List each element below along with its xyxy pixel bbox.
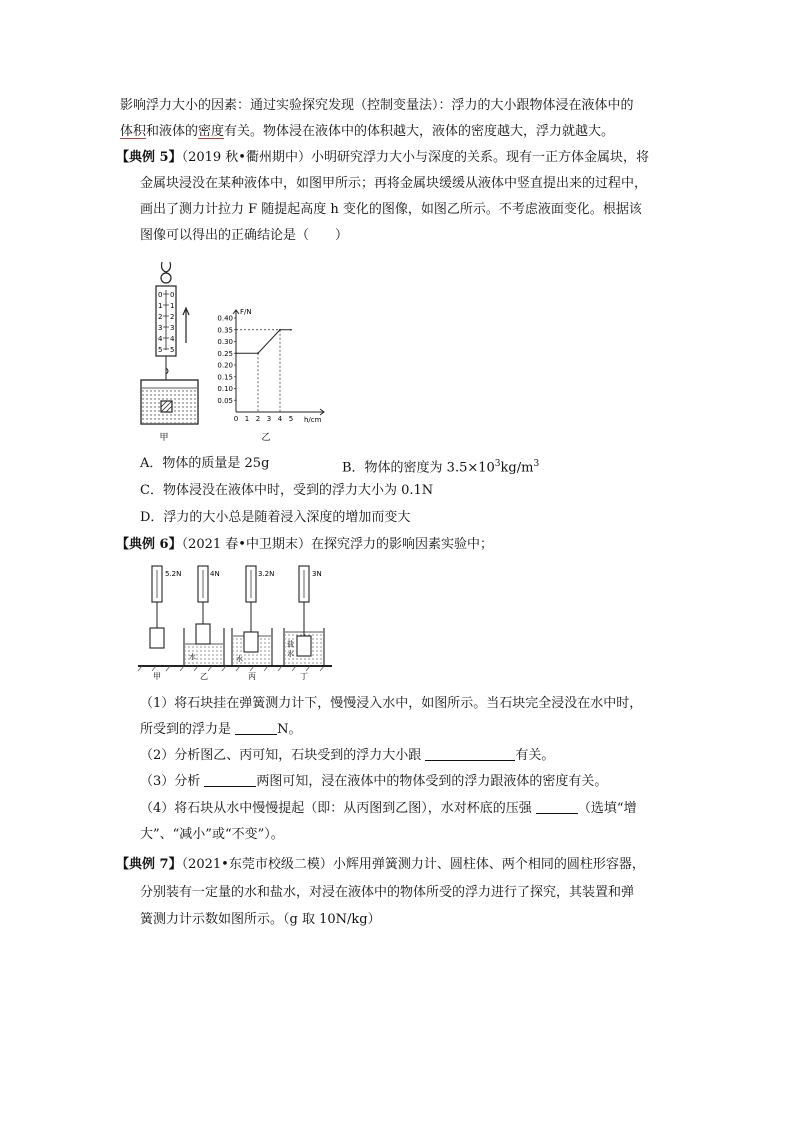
keyword-density: 密度 — [198, 124, 225, 139]
y-tick-label: 0.40 — [217, 314, 233, 323]
ex5-option-d: D．浮力的大小总是随着浸入深度的增加而变大 — [140, 510, 411, 525]
ex6-q3: （3）分析 两图可知，浸在液体中的物体受到的浮力跟液体的密度有关。 — [140, 774, 608, 789]
liquid-label-water: 水 — [236, 655, 243, 663]
ex6-tag: 【典例 6】 — [116, 537, 182, 552]
keyword-volume: 体积 — [120, 124, 147, 139]
x-tick-label: 5 — [288, 415, 294, 423]
x-tick-label: 2 — [255, 415, 261, 423]
scale-tick-label-left: 3 — [158, 324, 163, 332]
ex5-option-a: A．物体的质量是 25g — [140, 456, 270, 471]
x-axis-label: h/cm — [304, 416, 322, 424]
setup-ding — [284, 566, 324, 681]
hand-icon — [162, 262, 171, 272]
ex6-q1-line-1: （1）将石块挂在弹簧测力计下，慢慢浸入水中，如图所示。当石块完全浸没在水中时， — [140, 696, 643, 711]
ex5-line-1: 【典例 5】（2019 秋•衢州期中）小明研究浮力大小与深度的关系。现有一正方体金属块，将 — [116, 150, 649, 165]
ex7-line-2: 分别装有一定量的水和盐水，对浸在液体中的物体所受的浮力进行了探究，其装置和弹 — [140, 885, 635, 900]
ex7-line-1: 【典例 7】（2021•东莞市校级二模）小辉用弹簧测力计、圆柱体、两个相同的圆柱形容器， — [116, 857, 645, 872]
y-tick-label: 0.35 — [217, 326, 233, 335]
scale-tick-label-left: 4 — [158, 335, 163, 343]
scale-tick-label-right: 1 — [170, 302, 175, 310]
y-tick-label: 0.10 — [217, 385, 233, 393]
x-tick-label: 4 — [277, 415, 283, 423]
series-line — [236, 330, 291, 354]
ex7-line-3: 簧测力计示数如图所示。（g 取 10N/kg） — [140, 912, 381, 927]
liquid-label-salt: 盐 — [287, 640, 294, 648]
y-axis-label: F/N — [240, 308, 252, 316]
answer-blank-2[interactable] — [425, 746, 515, 761]
setup-yi — [184, 566, 224, 681]
answer-blank-3[interactable] — [204, 772, 256, 787]
intro-line-2: 体积和液体的密度有关。物体浸在液体中的体积越大，液体的密度越大，浮力就越大。 — [120, 124, 615, 139]
scale-tick-label-right: 3 — [170, 324, 175, 332]
fig-label-ding: 丁 — [300, 672, 308, 681]
ex6-q1-line-2: 所受到的浮力是 N。 — [140, 722, 302, 737]
y-tick-label: 0.20 — [217, 361, 233, 370]
scale-tick-label-right: 0 — [170, 291, 175, 299]
x-tick-label: 3 — [266, 415, 272, 423]
ex6-line-1: 【典例 6】（2021 春•中卫期末）在探究浮力的影响因素实验中； — [116, 537, 493, 552]
ex5-figure-yi-chart — [214, 304, 334, 444]
scale-tick-label-right: 5 — [170, 346, 175, 354]
reading-bing: 3.2N — [258, 570, 275, 578]
ex5-line-2: 金属块浸没在某种液体中，如图甲所示；再将金属块缓缓从液体中竖直提出来的过程中， — [140, 176, 648, 191]
setup-jia — [150, 566, 181, 681]
x-tick-label: 0 — [233, 415, 239, 423]
scale-tick-label-left: 1 — [158, 302, 163, 310]
stone-block — [196, 624, 210, 644]
ex5-tag: 【典例 5】 — [116, 150, 182, 165]
ex6-q2: （2）分析图乙、丙可知，石块受到的浮力大小跟 有关。 — [140, 748, 555, 763]
liquid-label-water: 水 — [189, 653, 196, 661]
y-tick-label: 0.30 — [217, 338, 233, 346]
ex6-figure — [136, 562, 336, 684]
fig-label-jia: 甲 — [159, 433, 169, 443]
scale-tick-label-left: 5 — [158, 346, 163, 354]
y-tick-label: 0.15 — [217, 373, 233, 382]
ex7-tag: 【典例 7】 — [116, 857, 182, 872]
fig-label-jia: 甲 — [153, 672, 161, 681]
answer-blank-4[interactable] — [536, 799, 578, 814]
x-tick-label: 1 — [244, 415, 250, 423]
scale-tick-label-right: 2 — [170, 313, 175, 321]
intro-line-1: 影响浮力大小的因素：通过实验探究发现（控制变量法）：浮力的大小跟物体浸在液体中的 — [120, 98, 634, 113]
ex6-q4-line-1: （4）将石块从水中慢慢提起（即：从丙图到乙图），水对杯底的压强 （选填“增 — [140, 801, 637, 816]
ex5-option-c: C．物体浸没在液体中时，受到的浮力大小为 0.1N — [140, 483, 434, 498]
reading-jia: 5.2N — [165, 570, 182, 578]
ex6-q4-line-2: 大”、“减小”或“不变”）。 — [140, 827, 284, 842]
reading-yi: 4N — [210, 570, 220, 578]
setup-bing — [232, 566, 274, 681]
y-tick-label: 0.05 — [217, 396, 233, 405]
scale-ring — [161, 273, 171, 283]
ex5-line-3: 画出了测力计拉力 F 随提起高度 h 变化的图像，如图乙所示。不考虑液面变化。根据该 — [140, 202, 642, 217]
y-tick-label: 0.25 — [217, 349, 233, 358]
fig-label-yi: 乙 — [261, 433, 271, 443]
scale-tick-label-left: 0 — [158, 291, 163, 299]
fig-label-bing: 丙 — [248, 672, 256, 681]
stone-block — [150, 628, 164, 648]
stone-block — [297, 636, 311, 656]
reading-ding: 3N — [312, 570, 322, 578]
stone-block — [244, 632, 258, 652]
fig-label-yi: 乙 — [200, 672, 208, 681]
answer-blank-1[interactable] — [235, 720, 277, 735]
ex5-line-4: 图像可以得出的正确结论是（ ） — [140, 228, 349, 243]
ex5-figure-jia — [134, 258, 214, 444]
ex5-option-b: B．物体的密度为 $3.5\times 10^3kg/m^3$ — [342, 459, 540, 476]
scale-tick-label-right: 4 — [170, 335, 175, 343]
liquid-label-water: 水 — [287, 650, 294, 658]
scale-tick-label-left: 2 — [158, 313, 163, 321]
